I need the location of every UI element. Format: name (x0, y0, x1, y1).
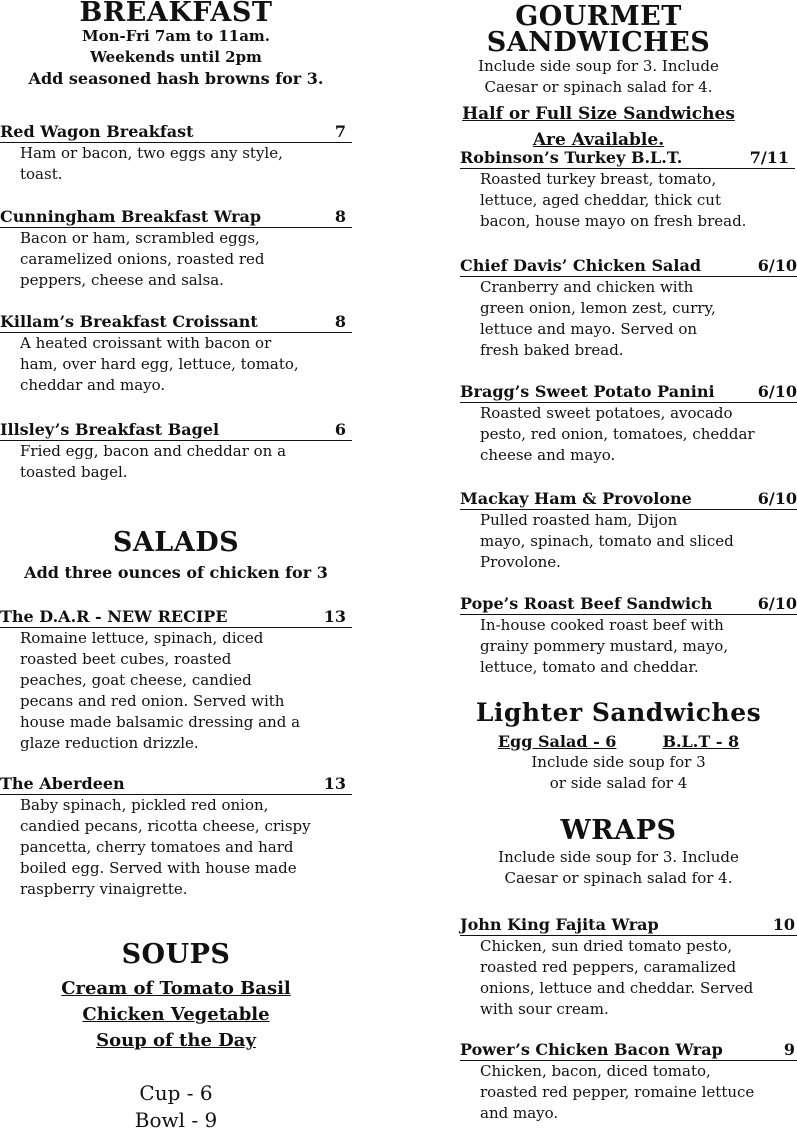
menu-item-header (0, 207, 352, 228)
description-line: roasted red pepper, romaine lettuce (480, 1083, 755, 1101)
menu-item (460, 382, 797, 466)
description-line: Chicken, bacon, diced tomato, (480, 1062, 711, 1080)
description-line: roasted beet cubes, roasted (20, 650, 232, 668)
menu-item-header (460, 148, 795, 169)
menu-item-name: Robinson’s Turkey B.L.T. (460, 148, 683, 167)
menu-item (0, 607, 352, 754)
gourmet-size-note-1: Half or Full Size Sandwiches (462, 104, 735, 124)
menu-item-description (460, 1061, 797, 1124)
description-line: bacon, house mayo on fresh bread. (480, 212, 747, 230)
menu-item-header (0, 607, 352, 628)
menu-item (460, 256, 797, 361)
menu-item-name: Killam’s Breakfast Croissant (0, 312, 258, 331)
description-line: lettuce and mayo. Served on (480, 320, 698, 338)
breakfast-hours-weekend: Weekends until 2pm (90, 48, 262, 66)
menu-item (0, 312, 352, 396)
lighter-egg-salad: Egg Salad - 6 (497, 732, 617, 751)
menu-item (460, 148, 797, 232)
description-line: glaze reduction drizzle. (20, 734, 199, 752)
description-line: fresh baked bread. (480, 341, 624, 359)
description-line: A heated croissant with bacon or (20, 334, 272, 352)
menu-item-name: Cunningham Breakfast Wrap (0, 207, 262, 226)
gourmet-title-line2: SANDWICHES (486, 27, 711, 58)
menu-item-description (460, 936, 797, 1020)
breakfast-title: BREAKFAST (79, 0, 273, 28)
description-line: with sour cream. (480, 1000, 609, 1018)
lighter-note-1: Include side soup for 3 (531, 753, 706, 771)
salads-section (0, 527, 352, 583)
description-line: cheddar and mayo. (20, 376, 166, 394)
menu-item-header (460, 915, 797, 936)
menu-item-description (0, 628, 352, 754)
wraps-title: WRAPS (560, 815, 677, 846)
description-line: cheese and mayo. (480, 446, 616, 464)
description-line: Roasted sweet potatoes, avocado (480, 404, 733, 422)
menu-item-price: 10 (772, 915, 795, 934)
description-line: Roasted turkey breast, tomato, (480, 170, 717, 188)
menu-item-name: The Aberdeen (0, 774, 125, 793)
description-line: roasted red peppers, caramalized (480, 958, 737, 976)
menu-item-price: 13 (323, 774, 346, 793)
menu-item-description (0, 795, 352, 900)
menu-item (460, 594, 797, 678)
description-line: pesto, red onion, tomatoes, cheddar (480, 425, 755, 443)
gourmet-size-note-2: Are Available. (532, 130, 665, 150)
description-line: boiled egg. Served with house made (20, 859, 297, 877)
menu-item-price: 6 (334, 420, 346, 439)
menu-item-description (0, 143, 352, 185)
menu-item (460, 489, 797, 573)
description-line: Pulled roasted ham, Dijon (480, 511, 678, 529)
description-line: Provolone. (480, 553, 561, 571)
gourmet-note-1: Include side soup for 3. Include (478, 57, 719, 75)
description-line: Ham or bacon, two eggs any style, (20, 144, 283, 162)
description-line: Cranberry and chicken with (480, 278, 694, 296)
menu-item-header (0, 312, 352, 333)
menu-item-description (460, 510, 797, 573)
description-line: mayo, spinach, tomato and sliced (480, 532, 734, 550)
description-line: Chicken, sun dried tomato pesto, (480, 937, 733, 955)
menu-item (0, 420, 352, 483)
breakfast-section (0, 0, 352, 89)
menu-item-price: 6/10 (757, 256, 797, 275)
description-line: caramelized onions, roasted red (20, 250, 265, 268)
menu-item (460, 1040, 797, 1124)
description-line: Baby spinach, pickled red onion, (20, 796, 269, 814)
description-line: onions, lettuce and cheddar. Served (480, 979, 754, 997)
menu-item (0, 122, 352, 185)
menu-item-name: Power’s Chicken Bacon Wrap (460, 1040, 723, 1059)
menu-item-description (460, 169, 797, 232)
menu-item-name: Bragg’s Sweet Potato Panini (460, 382, 715, 401)
menu-item-name: Illsley’s Breakfast Bagel (0, 420, 220, 439)
menu-item (460, 915, 797, 1020)
wraps-note-2: Caesar or spinach salad for 4. (504, 869, 733, 887)
description-line: green onion, lemon zest, curry, (480, 299, 716, 317)
description-line: pancetta, cherry tomatoes and hard (20, 838, 294, 856)
wraps-note-1: Include side soup for 3. Include (498, 848, 739, 866)
description-line: In-house cooked roast beef with (480, 616, 724, 634)
menu-item-description (460, 403, 797, 466)
gourmet-note-2: Caesar or spinach salad for 4. (484, 78, 713, 96)
salads-addon: Add three ounces of chicken for 3 (24, 563, 328, 582)
menu-item-description (460, 615, 797, 678)
menu-item-price: 6/10 (757, 489, 797, 508)
menu-item-header (0, 774, 352, 795)
soup-cup-price: Cup - 6 (139, 1081, 213, 1105)
breakfast-addon: Add seasoned hash browns for 3. (28, 69, 324, 88)
menu-item-price: 9 (783, 1040, 795, 1059)
description-line: lettuce, tomato and cheddar. (480, 658, 699, 676)
lighter-items (440, 732, 797, 752)
soups-section (0, 939, 352, 1134)
gourmet-title-line1: GOURMET (515, 1, 682, 32)
description-line: toast. (20, 165, 63, 183)
description-line: Fried egg, bacon and cheddar on a (20, 442, 287, 460)
description-line: peppers, cheese and salsa. (20, 271, 224, 289)
description-line: raspberry vinaigrette. (20, 880, 188, 898)
menu-item-price: 6/10 (757, 382, 797, 401)
description-line: toasted bagel. (20, 463, 128, 481)
lighter-blt: B.L.T - 8 (662, 732, 740, 751)
menu-item-price: 7 (334, 122, 346, 141)
soup-item: Soup of the Day (96, 1030, 256, 1051)
description-line: and mayo. (480, 1104, 559, 1122)
lighter-title: Lighter Sandwiches (475, 698, 762, 727)
soup-item: Chicken Vegetable (82, 1004, 270, 1025)
description-line: Romaine lettuce, spinach, diced (20, 629, 264, 647)
menu-item-price: 13 (323, 607, 346, 626)
lighter-section (440, 700, 797, 794)
description-line: house made balsamic dressing and a (20, 713, 301, 731)
wraps-section (440, 815, 797, 889)
description-line: Bacon or ham, scrambled eggs, (20, 229, 260, 247)
soups-title: SOUPS (121, 939, 231, 970)
menu-item-description (0, 333, 352, 396)
menu-item-name: John King Fajita Wrap (460, 915, 659, 934)
menu-item-description (0, 228, 352, 291)
description-line: candied pecans, ricotta cheese, crispy (20, 817, 311, 835)
gourmet-section (400, 1, 797, 153)
description-line: pecans and red onion. Served with (20, 692, 285, 710)
menu-item-price: 6/10 (757, 594, 797, 613)
menu-item-price: 7/11 (749, 148, 789, 167)
menu-item-price: 8 (334, 312, 346, 331)
menu-item (0, 774, 352, 900)
menu-item-name: Chief Davis’ Chicken Salad (460, 256, 702, 275)
description-line: lettuce, aged cheddar, thick cut (480, 191, 721, 209)
menu-item-header (0, 122, 352, 143)
menu-item-description (0, 441, 352, 483)
menu-item-header (460, 256, 797, 277)
lighter-note-2: or side salad for 4 (549, 774, 688, 792)
menu-item-header (460, 489, 797, 510)
breakfast-hours-weekday: Mon-Fri 7am to 11am. (81, 27, 271, 45)
menu-item-price: 8 (334, 207, 346, 226)
menu-item-header (0, 420, 352, 441)
menu-item-header (460, 382, 797, 403)
menu-item-header (460, 594, 797, 615)
soup-item: Cream of Tomato Basil (61, 978, 291, 999)
menu-item (0, 207, 352, 291)
menu-item-name: The D.A.R - NEW RECIPE (0, 607, 228, 626)
soup-bowl-price: Bowl - 9 (134, 1108, 218, 1132)
menu-item-header (460, 1040, 797, 1061)
menu-item-name: Red Wagon Breakfast (0, 122, 194, 141)
menu-item-name: Mackay Ham & Provolone (460, 489, 692, 508)
menu-item-name: Pope’s Roast Beef Sandwich (460, 594, 713, 613)
menu-item-description (460, 277, 797, 361)
salads-title: SALADS (112, 527, 240, 558)
description-line: ham, over hard egg, lettuce, tomato, (20, 355, 299, 373)
description-line: peaches, goat cheese, candied (20, 671, 252, 689)
description-line: grainy pommery mustard, mayo, (480, 637, 729, 655)
